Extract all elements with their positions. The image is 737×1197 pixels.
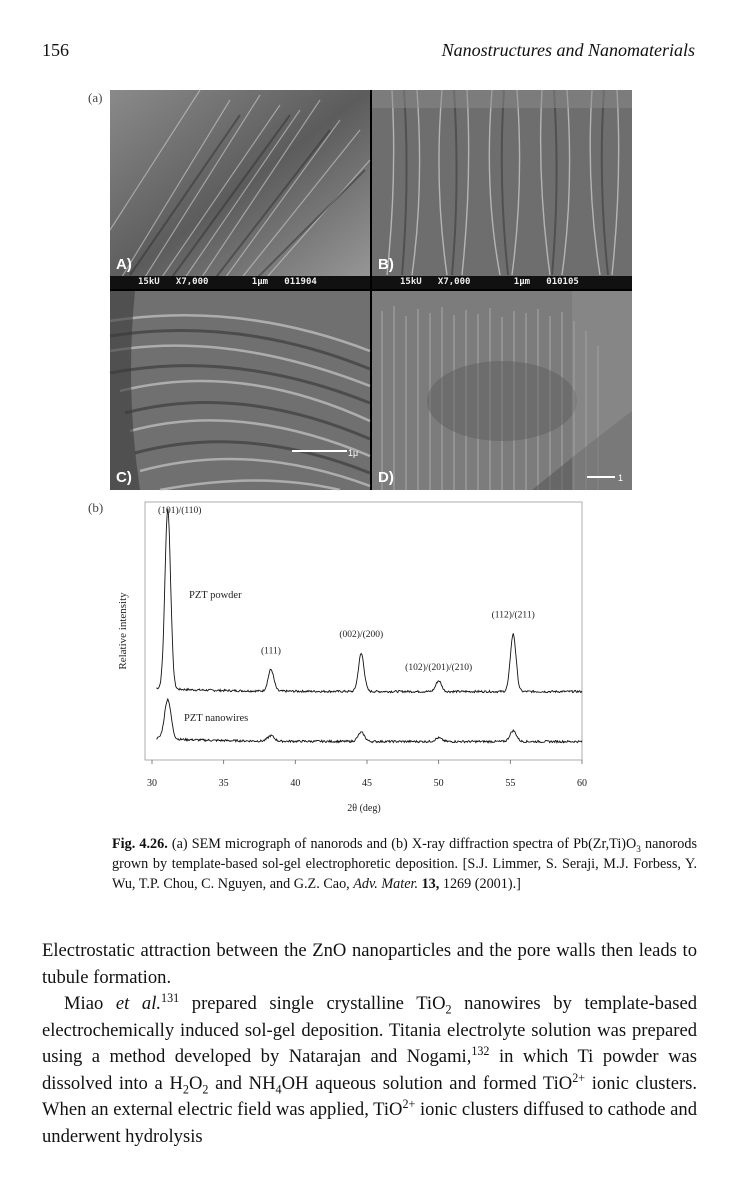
xrd-chart-svg [112,500,592,814]
peak-label: (002)/(200) [339,630,384,641]
sem-panel-c [110,291,370,490]
p2-sub: 4 [275,1082,282,1097]
caption-figure-label: Fig. 4.26. [112,836,168,852]
sem-texture-d [372,291,632,490]
x-tick-label: 35 [218,778,229,789]
caption-subscript: 3 [636,843,641,854]
figure-part-b-label: (b) [88,500,104,515]
p2-text: and NH [208,1072,276,1094]
sem-databar-a: 15kU X7,000 1μm 011904 [110,276,370,289]
p2-sub: 2 [445,1002,452,1017]
peak-label: (101)/(110) [158,506,202,516]
p2-text: O [188,1072,203,1094]
sem-scale-text-c: 1μ [348,448,359,458]
p2-text: Miao [64,993,116,1014]
p2-sup: 2+ [572,1070,586,1085]
x-tick-label: 55 [505,778,516,789]
sem-panel-d [372,291,632,490]
x-tick-label: 45 [362,778,372,789]
sem-panel-c-letter: C) [116,469,132,486]
sem-databar-b: 15kU X7,000 1μm 010105 [372,276,632,289]
sem-scale-bar-c [292,450,347,452]
p2-sup: 2+ [402,1096,416,1111]
sem-panel-b [372,90,632,289]
p2-text: prepared single crystalline TiO [179,993,446,1014]
x-tick-label: 30 [147,778,157,789]
series-label: PZT nanowires [184,713,249,724]
p2-etal: et al. [115,993,162,1014]
sem-panel-a-letter: A) [116,256,132,273]
figure-caption [112,834,697,894]
peak-label: (111) [261,646,281,657]
sem-micrograph-grid [110,90,632,490]
x-tick-label: 50 [433,778,444,789]
series-label: PZT powder [189,590,242,601]
sem-texture-b [372,90,632,289]
sem-texture-a [110,90,370,289]
sem-panel-d-letter: D) [378,469,394,486]
peak-label: (102)/(201)/(210) [405,663,473,673]
y-axis-label: Relative intensity [117,592,129,670]
caption-text-rest: nanorods grown by template-based sol-gel electrophoretic deposition. [S.J. Limmer, S. Seraji, M.J. Forbess, Y. Wu, T.P. Chou, C. Nguyen, and G.Z. Cao, [112,836,697,892]
peak-label: (112)/(211) [491,610,535,621]
p2-sub: 2 [182,1082,189,1097]
sem-panel-a [110,90,370,289]
figure-part-a-label: (a) [88,90,103,105]
sem-panel-b-letter: B) [378,256,394,273]
page-number: 156 [42,40,69,60]
x-tick-label: 60 [577,778,587,789]
caption-journal: Adv. Mater. [353,876,419,892]
sem-scale-text-d: 1 [618,473,624,483]
p2-text: in which Ti powder was dissolved into a H [42,1046,697,1094]
caption-text-main: (a) SEM micrograph of nanorods and (b) X-ray diffraction spectra of Pb(Zr,Ti)O [167,836,637,852]
xrd-chart [112,500,592,814]
p2-text: ionic clusters. When an external electric field was applied, TiO [42,1072,698,1120]
paragraph-2 [42,991,697,1150]
p2-ref: 132 [471,1043,490,1058]
sem-scale-bar-d [587,476,615,478]
x-axis-label: 2θ (deg) [347,803,381,814]
x-tick-label: 40 [290,778,301,789]
p2-text: ionic clusters diffused to cathode and underwent hydrolysis [42,1099,698,1147]
p2-text: OH aqueous solution and formed TiO [281,1072,573,1094]
caption-pages: 1269 (2001).] [439,876,521,892]
p2-text: nanowires by template-based electrochemically induced sol-gel deposition. Titania electrolyte solution was prepared using a method developed by Natarajan and Nogami, [42,993,697,1067]
p2-ref: 131 [161,990,180,1005]
sem-texture-c [110,291,370,490]
body-text [42,938,697,1150]
paragraph-1: Electrostatic attraction between the ZnO nanoparticles and the pore walls then leads to tubule formation. [42,940,697,988]
caption-volume: 13, [418,876,440,892]
running-head: Nanostructures and Nanomaterials [441,40,695,60]
p2-sub: 2 [202,1082,209,1097]
